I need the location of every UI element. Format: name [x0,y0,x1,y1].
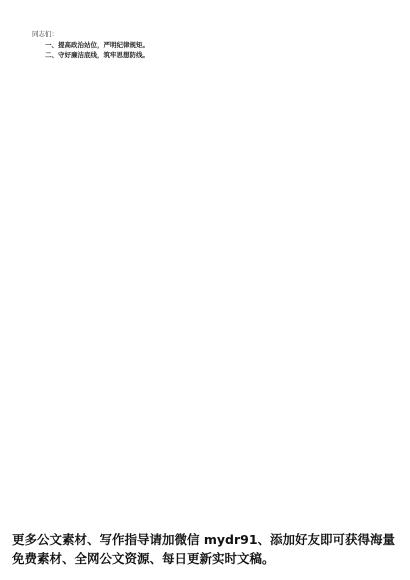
section-1-heading: 一、提高政治站位，严明纪律规矩。 [45,40,149,49]
resource-notice: 更多公文素材、写作指导请加微信 mydr91、添加好友即可获得海量免费素材、全网公文资源、每日更新实时文稿。 [12,532,396,566]
salutation: 同志们： [32,30,58,38]
section-2-heading: 二、守好廉洁底线，筑牢思想防线。 [45,51,149,60]
